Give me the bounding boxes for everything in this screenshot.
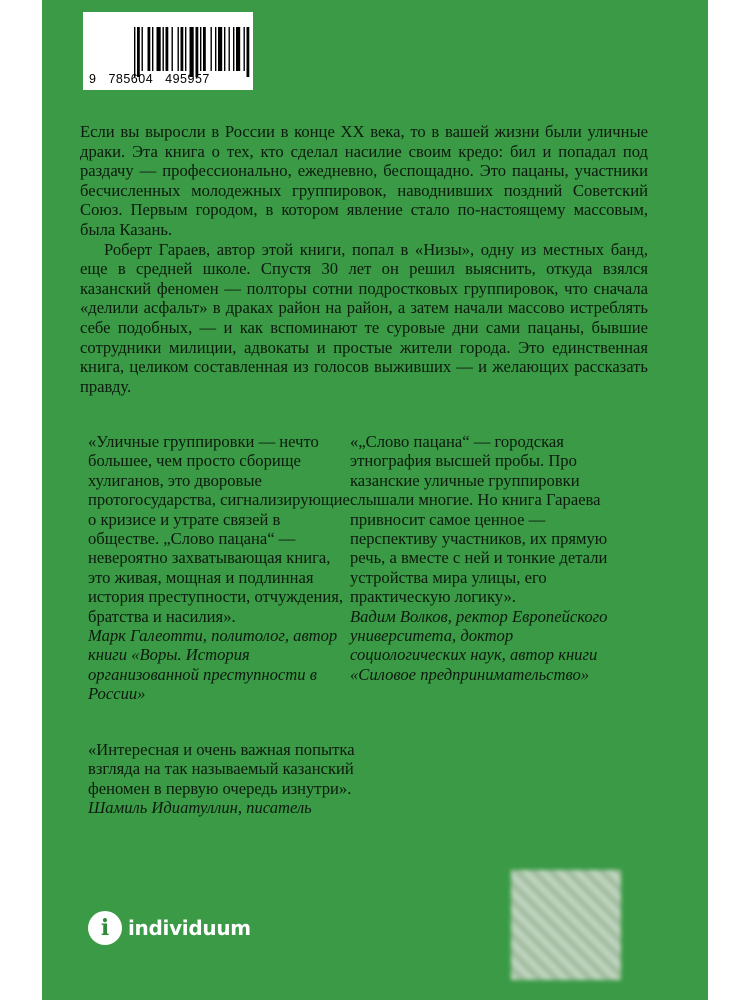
barcode-block [83, 12, 253, 90]
description-paragraph: Если вы выросли в России в конце XX века, то в вашей жизни были уличные драки. Эта книга о тех, кто сделал насилие своим кредо: бил и попадал под раздачу — профессионально, ежедневно, беспощадно. Это пацаны, участники бесчисленных молодежных группировок, наводнивших поздний Советский Союз. Первым городом, в котором явление стало по-настоящему массовым, была Казань. [80, 122, 648, 239]
quote-author: Вадим Волков, ректор Европейского университета, доктор социологических наук, автор книги «Силовое предпринимательство» [350, 606, 608, 684]
quote-text: «Уличные группировки — нечто большее, чем просто сборище хулиганов, это дворовые протогосударства, сигнализирующие о кризисе и утрате связей в обществе. „Слово пацана“ — невероятно захватывающая книга, это живая, мощная и подлинная история преступности, отчуждения, братства и насилия». [88, 432, 350, 626]
publisher-name: individuum [128, 916, 251, 940]
isbn-part-3: 495957 [165, 72, 210, 86]
publisher-logo-icon: i [88, 911, 122, 945]
review-quote [350, 432, 620, 684]
review-quote [88, 740, 388, 818]
back-cover [42, 0, 708, 1000]
description-paragraph: Роберт Гараев, автор этой книги, попал в «Низы», одну из местных банд, еще в средней школе. Спустя 30 лет он решил выяснить, откуда взялся казанский феномен — полторы сотни подростковых группировок, что сначала «делили асфальт» в драках район на район, а затем начали массово истреблять себе подобных, — и как вспоминают те суровые дни сами пацаны, бывшие сотрудники милиции, адвокаты и простые жители города. Это единственная книга, целиком составленная из голосов выживших — и желающих рассказать правду. [80, 239, 648, 396]
isbn-part-2: 785604 [108, 72, 154, 86]
quote-author: Марк Галеотти, политолог, автор книги «Воры. История организованной преступности в России» [88, 626, 338, 704]
isbn-part-1: 9 [89, 72, 97, 86]
quote-text: «Интересная и очень важная попытка взгляда на так называемый казанский феномен в первую очередь изнутри». [88, 740, 355, 798]
book-description [80, 122, 648, 396]
quote-text: «„Слово пацана“ — городская этнография высшей пробы. Про казанские уличные группировки слышали многие. Но книга Гараева привносит самое ценное — перспективу участников, их прямую речь, а вместе с ней и тонкие детали устройства мира улицы, его практическую логику». [350, 432, 608, 607]
review-quote [88, 432, 350, 704]
publisher-logo [88, 908, 251, 948]
qr-code-icon [511, 870, 621, 980]
isbn-number [89, 72, 218, 86]
quote-author: Шамиль Идиатуллин, писатель [88, 798, 312, 818]
